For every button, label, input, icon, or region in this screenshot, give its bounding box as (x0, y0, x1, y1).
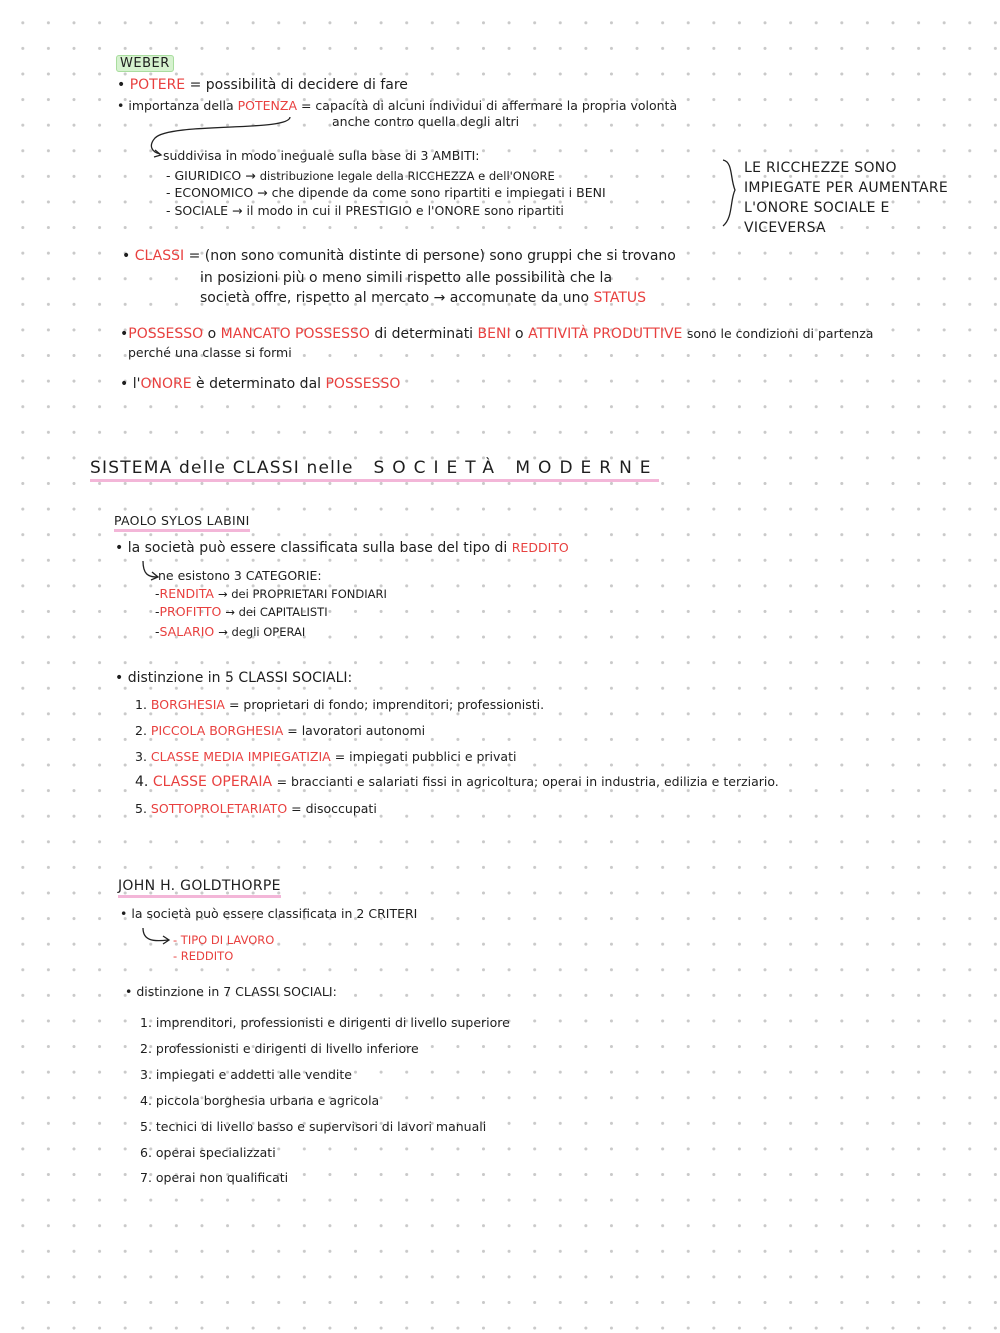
categorie-line: ne esistono 3 CATEGORIE: (158, 568, 322, 583)
side-note: LE RICCHEZZE SONO IMPIEGATE PER AUMENTARE L'ONORE SOCIALE E VICEVERSA (744, 160, 949, 236)
suddivisa-line: suddivisa in modo ineguale sulla base di 3 AMBITI: (163, 148, 480, 163)
labini-line: • la società può essere classificata sulla base del tipo di REDDITO (115, 540, 569, 556)
section-heading: SISTEMA delle CLASSI nelle SOCIETÀ MODERNE (90, 458, 659, 482)
cat-salario: -SALARIO → degli OPERAI (155, 624, 306, 639)
possesso-line: •POSSESSO o MANCATO POSSESSO di determinati BENI o ATTIVITÀ PRODUTTIVE sono le condizioni di partenza (120, 326, 874, 342)
distinzione-5: • distinzione in 5 CLASSI SOCIALI: (115, 670, 353, 686)
cat-profitto: -PROFITTO → dei CAPITALISTI (155, 604, 328, 619)
ambito-sociale: - SOCIALE → il modo in cui il PRESTIGIO e l'ONORE sono ripartiti (166, 203, 564, 218)
ambito-economico: - ECONOMICO → che dipende da come sono ripartiti e impiegati i BENI (166, 185, 606, 200)
possesso-line-2: perché una classe si formi (128, 345, 292, 360)
list-item: 2. professionisti e dirigenti di livello inferiore (140, 1040, 419, 1056)
ambito-giuridico: - GIURIDICO → distribuzione legale della RICCHEZZA e dell'ONORE (166, 168, 555, 183)
cat-rendita: -RENDITA → dei PROPRIETARI FONDIARI (155, 586, 387, 601)
goldthorpe-title: JOHN H. GOLDTHORPE (118, 878, 281, 898)
classi-line-2: in posizioni più o meno simili rispetto alle possibilità che la (200, 270, 613, 286)
onore-line: • l'ONORE è determinato dal POSSESSO (120, 376, 401, 392)
list-item: 3. impiegati e addetti alle vendite (140, 1066, 352, 1082)
list-item: 5. tecnici di livello basso e supervisori di lavori manuali (140, 1118, 487, 1134)
classi-line-3: società offre, rispetto al mercato → accomunate da uno STATUS (200, 290, 647, 306)
classe-3: 3. CLASSE MEDIA IMPIEGATIZIA = impiegati pubblici e privati (135, 749, 517, 764)
potenza-line: • importanza della POTENZA = capacità di alcuni individui di affermare la propria volontà (117, 98, 678, 113)
classe-2: 2. PICCOLA BORGHESIA = lavoratori autonomi (135, 723, 426, 738)
goldthorpe-classi-list (140, 1010, 510, 1191)
list-item: 1. imprenditori, professionisti e dirigenti di livello superiore (140, 1015, 510, 1030)
classe-4: 4. CLASSE OPERAIA = braccianti e salariati fissi in agricoltura; operai in industria, edilizia e terziario. (135, 774, 779, 790)
labini-title: PAOLO SYLOS LABINI (114, 513, 250, 532)
potere-line: • POTERE = possibilità di decidere di fare (117, 77, 408, 93)
classe-1: 1. BORGHESIA = proprietari di fondo; imprenditori; professionisti. (135, 697, 545, 712)
list-item: 7. operai non qualificati (140, 1170, 289, 1186)
weber-title: WEBER (116, 52, 174, 71)
list-item: 6. operai specializzati (140, 1144, 276, 1160)
list-item: 4. piccola borghesia urbana e agricola (140, 1092, 380, 1108)
classi-line: • CLASSI = (non sono comunità distinte di persone) sono gruppi che si trovano (122, 248, 676, 264)
criteri-list: - TIPO DI LAVORO - REDDITO (173, 933, 275, 963)
goldthorpe-line: • la società può essere classificata in 2 CRITERI (120, 906, 418, 921)
distinzione-7: • distinzione in 7 CLASSI SOCIALI: (125, 984, 337, 999)
classe-5: 5. SOTTOPROLETARIATO = disoccupati (135, 801, 377, 816)
potenza-line-2: anche contro quella degli altri (332, 114, 520, 129)
